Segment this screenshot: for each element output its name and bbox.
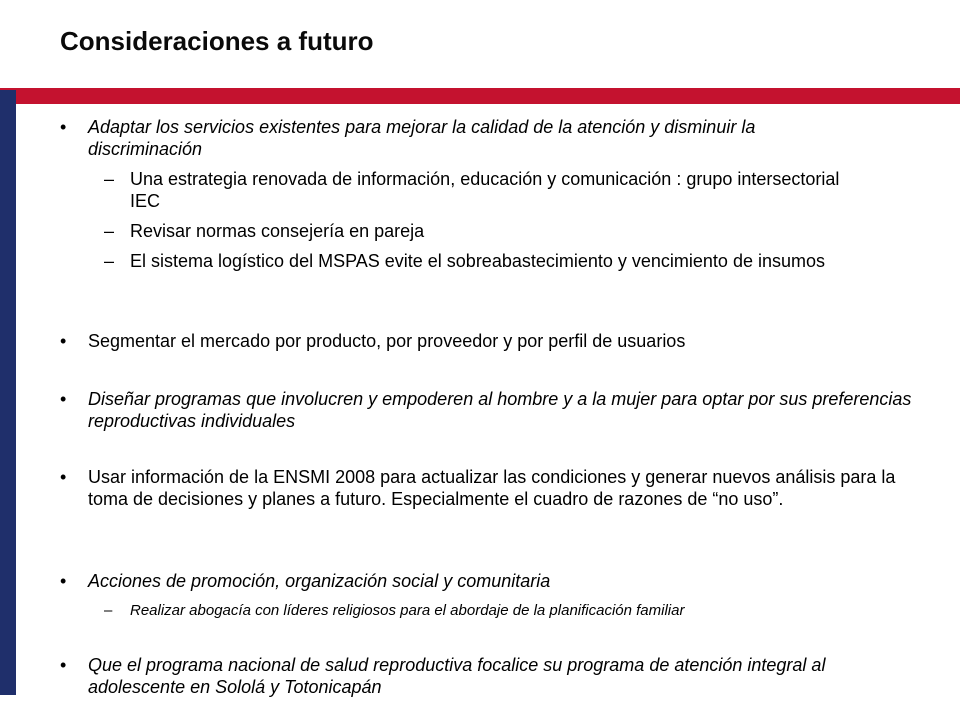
- bullet-marker: •: [60, 389, 67, 409]
- sub-bullet-text: Revisar normas consejería en pareja: [130, 221, 425, 241]
- bullet-marker: •: [60, 467, 67, 487]
- bullet-text: Diseñar programas que involucren y empoderen al hombre y a la mujer para optar por sus preferencias reproductivas individuales: [88, 389, 912, 431]
- sub-bullet-text: El sistema logístico del MSPAS evite el sobreabastecimiento y vencimiento de insumos: [130, 251, 825, 271]
- slide-title: Consideraciones a futuro: [60, 26, 374, 56]
- bullet-text: Adaptar los servicios existentes para mejorar la calidad de la atención y disminuir la discriminación: [88, 117, 756, 159]
- sub-bullet-marker: –: [104, 169, 115, 189]
- bullet-marker: •: [60, 655, 67, 675]
- bullet-marker: •: [60, 571, 67, 591]
- sub-bullet-marker: –: [104, 251, 115, 271]
- sub-bullet-marker: –: [104, 221, 115, 241]
- bullet-text: Acciones de promoción, organización social y comunitaria: [88, 571, 551, 591]
- sub-bullet-text: Realizar abogacía con líderes religiosos para el abordaje de la planificación familiar: [130, 602, 685, 619]
- bullet-text: Que el programa nacional de salud reproductiva focalice su programa de atención integral al adolescente en Sololá y Totonicapán: [88, 655, 826, 697]
- bullet-text: Segmentar el mercado por producto, por proveedor y por perfil de usuarios: [88, 331, 686, 351]
- bullet-text: Usar información de la ENSMI 2008 para actualizar las condiciones y generar nuevos análisis para la toma de decisiones y planes a futuro. Especialmente el cuadro de razones de “no uso”.: [88, 467, 896, 509]
- bullet-marker: •: [60, 331, 67, 351]
- sub-bullet-marker: –: [104, 602, 113, 619]
- bullet-marker: •: [60, 117, 67, 137]
- sub-bullet-text: Una estrategia renovada de información, educación y comunicación : grupo intersectorial IEC: [130, 169, 840, 211]
